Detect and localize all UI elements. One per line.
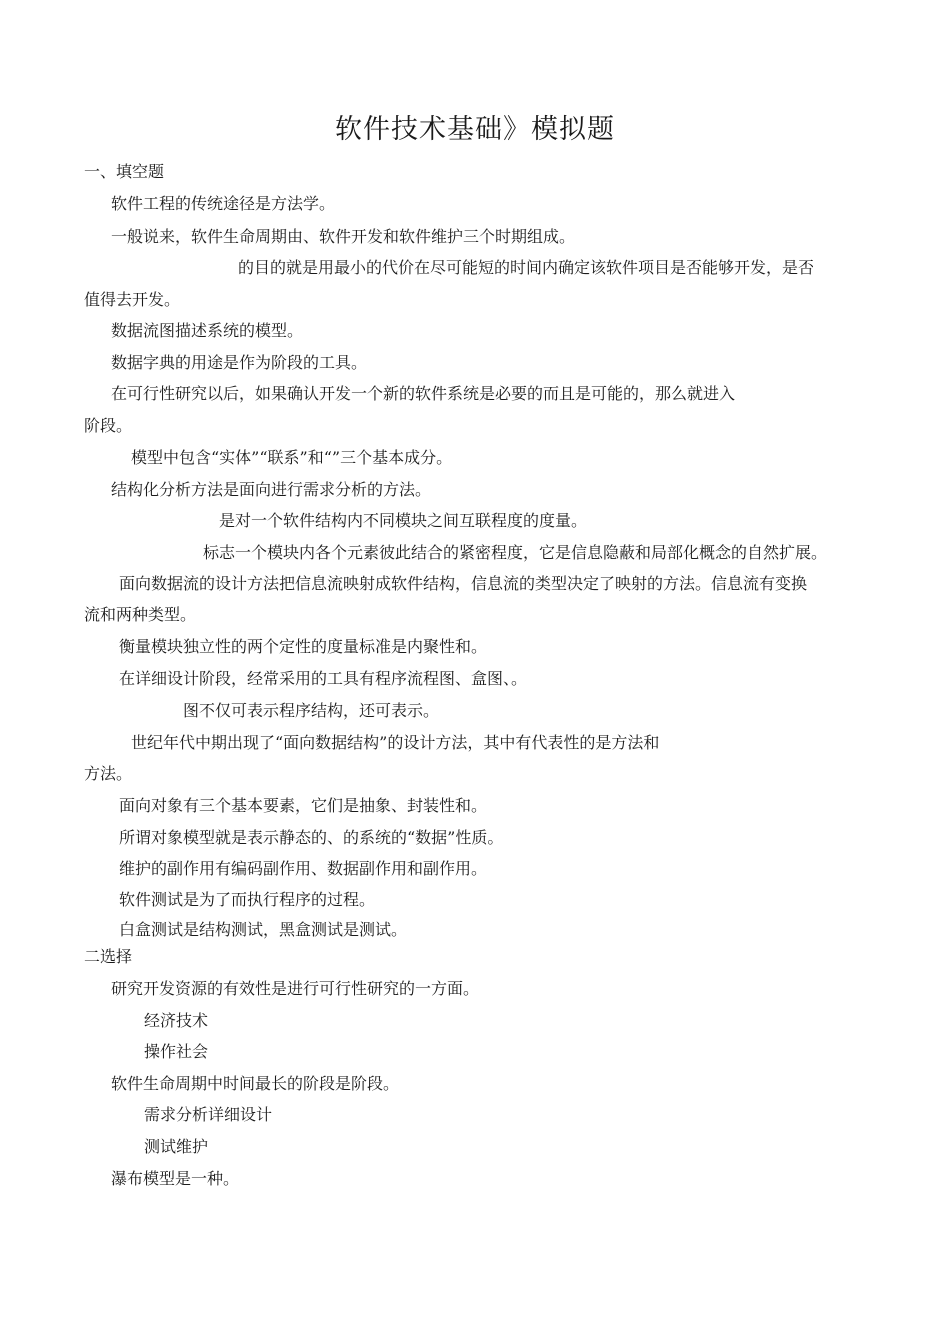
question-line: 衡量模块独立性的两个定性的度量标准是内聚性和。	[119, 637, 488, 656]
question-line: 软件测试是为了而执行程序的过程。	[119, 890, 376, 909]
option-line: 需求分析详细设计	[144, 1105, 273, 1124]
page-title: 软件技术基础》模拟题	[335, 114, 615, 145]
question-line: 结构化分析方法是面向进行需求分析的方法。	[111, 480, 432, 499]
question-line: 软件工程的传统途径是方法学。	[111, 194, 336, 213]
question-line: 是对一个软件结构内不同模块之间互联程度的度量。	[219, 511, 588, 530]
question-line: 瀑布模型是一种。	[111, 1169, 240, 1188]
question-line: 阶段。	[84, 416, 133, 435]
question-line: 模型中包含“实体”“联系”和“”三个基本成分。	[131, 448, 453, 467]
question-line: 流和两种类型。	[84, 605, 197, 624]
question-line: 值得去开发。	[84, 290, 181, 309]
section-heading-fill-blank: 一、填空题	[84, 162, 165, 181]
question-line: 在详细设计阶段，经常采用的工具有程序流程图、盒图、。	[119, 669, 528, 688]
question-line: 在可行性研究以后，如果确认开发一个新的软件系统是必要的而且是可能的，那么就进入	[111, 384, 736, 403]
question-line: 一般说来，软件生命周期由、软件开发和软件维护三个时期组成。	[111, 227, 576, 246]
option-line: 操作社会	[144, 1042, 209, 1061]
question-line: 面向对象有三个基本要素，它们是抽象、封装性和。	[119, 796, 488, 815]
option-line: 测试维护	[144, 1137, 209, 1156]
question-line: 面向数据流的设计方法把信息流映射成软件结构，信息流的类型决定了映射的方法。信息流有变换	[119, 574, 808, 593]
question-line: 软件生命周期中时间最长的阶段是阶段。	[111, 1074, 400, 1093]
question-line: 数据流图描述系统的模型。	[111, 321, 304, 340]
option-line: 经济技术	[144, 1011, 209, 1030]
question-line: 研究开发资源的有效性是进行可行性研究的一方面。	[111, 979, 480, 998]
question-line: 的目的就是用最小的代价在尽可能短的时间内确定该软件项目是否能够开发，是否	[238, 258, 815, 277]
question-line: 白盒测试是结构测试，黑盒测试是测试。	[119, 920, 408, 939]
question-line: 方法。	[84, 764, 133, 783]
question-line: 所谓对象模型就是表示静态的、的系统的“数据”性质。	[119, 828, 504, 847]
question-line: 图不仅可表示程序结构，还可表示。	[183, 701, 440, 720]
question-line: 维护的副作用有编码副作用、数据副作用和副作用。	[119, 859, 488, 878]
question-line: 标志一个模块内各个元素彼此结合的紧密程度，它是信息隐蔽和局部化概念的自然扩展。	[203, 543, 828, 562]
question-line: 世纪年代中期出现了“面向数据结构”的设计方法，其中有代表性的是方法和	[131, 733, 660, 752]
section-heading-choice: 二选择	[84, 947, 133, 966]
question-line: 数据字典的用途是作为阶段的工具。	[111, 353, 368, 372]
